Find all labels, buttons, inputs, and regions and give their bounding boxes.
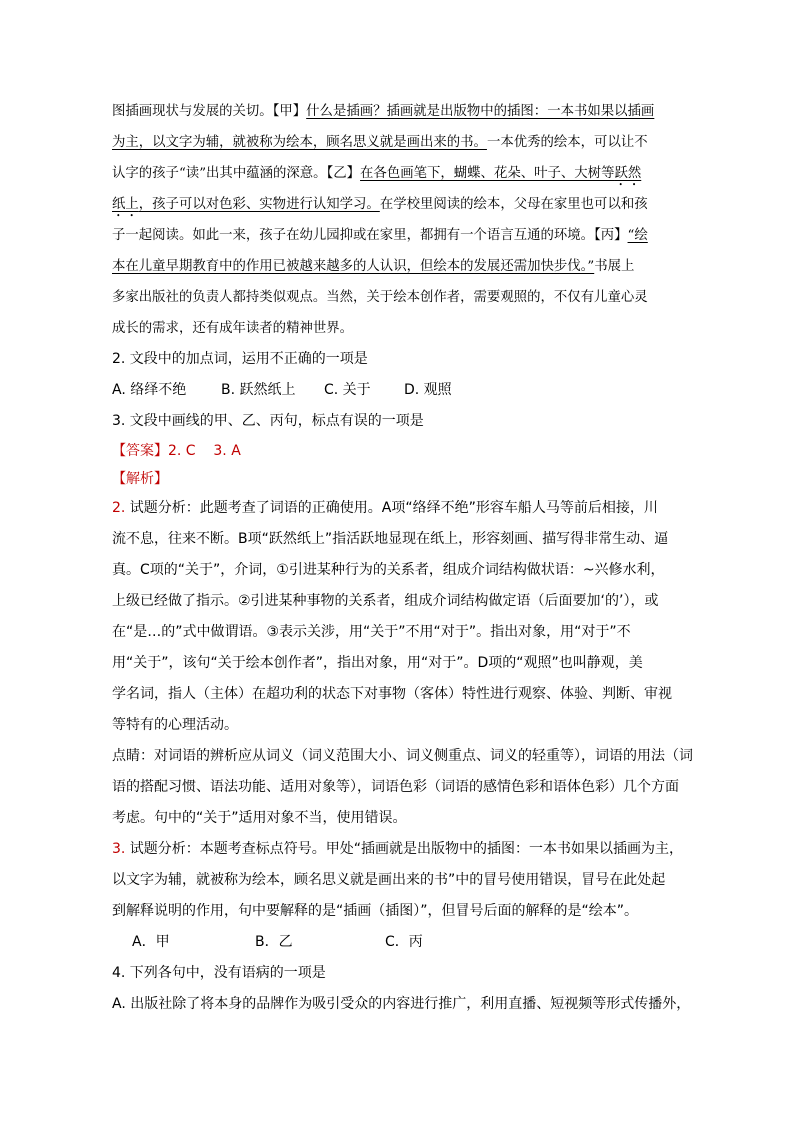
analysis-3-option-c: C．丙 <box>385 934 423 950</box>
dotted-word-yueran: 跃然 <box>614 166 642 181</box>
question-2-options <box>112 375 690 406</box>
question-2-option-b: B. 跃然纸上 <box>221 382 296 398</box>
analysis-number: 3. <box>112 841 126 857</box>
analysis-3-option-a: A．甲 <box>132 934 170 950</box>
passage-line-4 <box>112 189 690 220</box>
passage-line-6 <box>112 251 690 282</box>
analysis-2-line-4: 上级已经做了指示。②引进某种事物的关系者，组成介词结构做定语（后面要加‘的’），或 <box>112 593 659 609</box>
passage-text: 图插画现状与发展的关切。 <box>112 104 273 119</box>
analysis-2-line-5: 在“是…的”式中做谓语。③表示关涉，用“关于”不用“对于”。指出对象，用“对于”不 <box>112 624 631 640</box>
question-2-option-c: C. 关于 <box>324 382 371 398</box>
analysis-2-text: 2. 试题分析：此题考查了词语的正确使用。A项“络绎不绝”形容车船人马等前后相接，川 <box>112 500 658 516</box>
question-3-stem: 3. 文段中画线的甲、乙、丙句，标点有误的一项是 <box>112 413 424 429</box>
analysis-3-option-b: B．乙 <box>255 934 293 950</box>
analysis-2-line-2: 流不息，往来不断。B项“跃然纸上”指活跃地显现在纸上，形容刻画、描写得非常生动、逼 <box>112 531 669 547</box>
underlined-sentence-yi-cont: ，孩子可以对色彩、实物进行认知学习。 <box>138 197 380 212</box>
analysis-3-line-3: 到解释说明的作用，句中要解释的是“插画（插图）”，但冒号后面的解释的是“绘本”。 <box>112 903 639 919</box>
document-content <box>112 96 693 1020</box>
analysis-question-3 <box>112 834 690 927</box>
reading-passage <box>112 96 690 344</box>
tip-line-3: 考虑。句中的“关于”适用对象不当，使用错误。 <box>112 810 407 826</box>
question-4-stem: 4. 下列各句中，没有语病的一项是 <box>112 965 326 981</box>
passage-text: 在学校里阅读的绘本，父母在家里也可以和孩 <box>379 197 648 212</box>
tip-line-1: 点睛：对词语的辨析应从词义（词义范围大小、词义侧重点、词义的轻重等），词语的用法（词 <box>112 748 693 764</box>
analysis-3-line-1: 3. 试题分析：本题考查标点符号。甲处“插画就是出版物中的插图：一本书如果以插画为主， <box>112 841 684 857</box>
sentence-marker-bing: 【丙】 <box>594 228 628 243</box>
passage-text: 子一起阅读。如此一来，孩子在幼儿园抑或在家里，都拥有一个语言互通的环境。 <box>112 228 595 243</box>
passage-line-8: 成长的需求，还有成年读者的精神世界。 <box>112 321 354 336</box>
tip-line-2: 语的搭配习惯、语法功能、适用对象等），词语色彩（词语的感情色彩和语体色彩）几个方面 <box>112 779 679 795</box>
passage-line-1 <box>112 96 690 127</box>
analysis-question-2 <box>112 493 690 741</box>
passage-line-5 <box>112 220 690 251</box>
underlined-sentence-bing-cont: 本在儿童早期教育中的作用已被越来越多的人认识，但绘本的发展还需加快步伐。” <box>112 259 595 274</box>
analysis-tip <box>112 741 693 834</box>
analysis-2-line-1 <box>112 493 690 524</box>
question-2-stem: 2. 文段中的加点词，运用不正确的一项是 <box>112 351 368 367</box>
analysis-3-line-2: 以文字为辅，就被称为绘本，顾名思义就是画出来的书”中的冒号使用错误，冒号在此处起 <box>112 872 666 888</box>
sentence-marker-jia: 【甲】 <box>272 104 307 119</box>
passage-text: 认字的孩子“读”出其中蕴涵的深意。 <box>112 166 327 181</box>
answer-value: 2. C 3. A <box>168 443 241 459</box>
passage-line-2 <box>112 127 690 158</box>
analysis-2-line-8: 等特有的心理活动。 <box>112 717 238 733</box>
answer-label: 【答案】 <box>112 443 168 459</box>
passage-line-3 <box>112 158 690 189</box>
question-2-option-a: A. 络绎不绝 <box>112 382 187 398</box>
sentence-marker-yi: 【乙】 <box>326 166 361 181</box>
underlined-sentence-yi: 在各色画笔下，蝴蝶、花朵、叶子、大树等 <box>360 166 615 181</box>
analysis-2-line-3: 真。C项的“关于”，介词，①引进某种行为的关系者，组成介词结构做状语：~兴修水利， <box>112 562 665 578</box>
underlined-sentence-jia-cont: 为主，以文字为辅，就被称为绘本，顾名思义就是画出来的书。 <box>112 135 487 150</box>
analysis-3-options <box>112 927 690 958</box>
analysis-2-line-7: 学名词，指人（主体）在超功利的状态下对事物（客体）特性进行观察、体验、判断、审视 <box>112 686 672 702</box>
passage-text: 书展上 <box>594 259 635 274</box>
analysis-label: 【解析】 <box>112 471 168 487</box>
answer-row <box>112 437 690 465</box>
passage-line-7: 多家出版社的负责人都持类似观点。当然，关于绘本创作者，需要观照的，不仅有儿童心灵 <box>112 290 648 305</box>
dotted-word-zhishang: 纸上 <box>112 197 139 212</box>
question-2-option-d: D. 观照 <box>404 382 452 398</box>
analysis-2-line-6: 用“关于”，该句“关于绘本创作者”，指出对象，用“对于”。D项的“观照”也叫静观，美 <box>112 655 643 671</box>
passage-text: 一本优秀的绘本，可以让不 <box>486 135 648 150</box>
analysis-number: 2. <box>112 500 126 516</box>
underlined-sentence-jia: 什么是插画？插画就是出版物中的插图：一本书如果以插画 <box>306 104 655 119</box>
question-4-option-a: A. 出版社除了将本身的品牌作为吸引受众的内容进行推广，利用直播、短视频等形式传播外， <box>112 996 691 1012</box>
underlined-sentence-bing: “绘 <box>627 228 648 243</box>
